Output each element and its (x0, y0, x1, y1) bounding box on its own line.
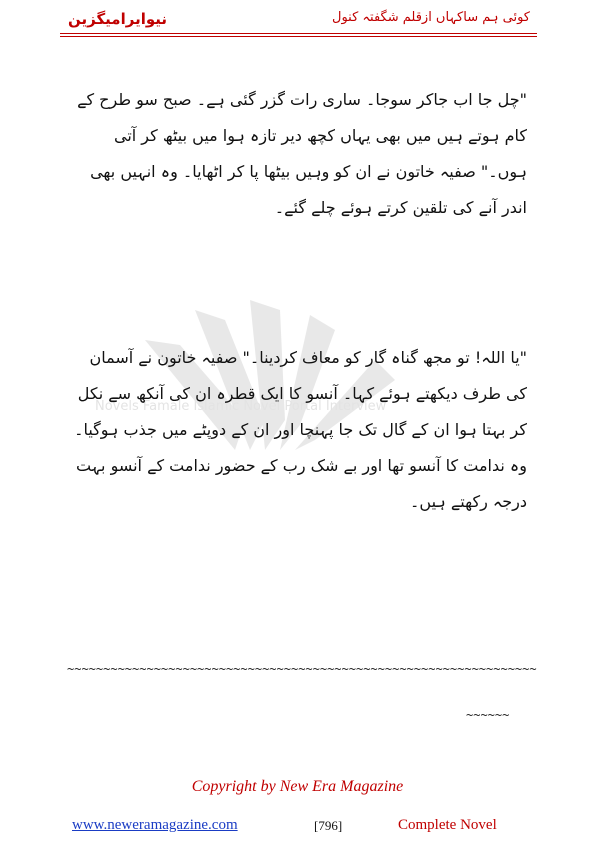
watermark-text: Novels Famale Islamic Novel Portal Interview (95, 399, 387, 414)
paragraph-2: "یا اللہ! تو مجھ گناہ گار کو معاف کردینا۔" صفیہ خاتون نے آسمان کی طرف دیکھتے ہوئے کہا۔ آنسو کا ایک قطرہ ان کی آنکھ سے نکل کر بہتا ہوا ان کے گال تک جا پہنچا اور ان کے دوپٹے میں جذب ہوگیا۔ وہ ندامت کا آنسو تھا اور بے شک رب کے حضور ندامت کے آنسو بہت درجہ رکھتے ہیں۔ (74, 348, 527, 511)
paragraph-1: "چل جا اب جاکر سوجا۔ ساری رات گزر گئی ہے۔ صبح سو طرح کے کام ہوتے ہیں میں بھی یہاں کچھ دیر تازہ ہوا میں بیٹھ کر آتی ہوں۔" صفیہ خاتون نے ان کو وہیں بیٹھا پا کر اٹھایا۔ وہ انہیں بھی اندر آنے کی تلقین کرتے ہوئے چلے گئے۔ (77, 90, 527, 217)
website-link[interactable]: www.neweramagazine.com (72, 817, 238, 833)
separator-line: ~~~~~~~~~~~~~~~~~~~~~~~~~~~~~~~~~~~~~~~~~~~~~~~~~~~~~~~~~~~~~~~~~ (67, 662, 537, 676)
magazine-name: نیوایرامیگزین (68, 10, 168, 28)
novel-type-label: Complete Novel (398, 817, 497, 833)
header-divider (60, 33, 537, 37)
copyright-notice: Copyright by New Era Magazine (191, 778, 404, 795)
separator-line-short: ~~~~~~ (466, 708, 510, 722)
page-footer (0, 817, 595, 837)
page-header (60, 10, 530, 32)
novel-title-author: کوئی ہم ساکہاں ازقلم شگفتہ کنول (332, 10, 530, 25)
page-number: [796] (314, 818, 343, 833)
